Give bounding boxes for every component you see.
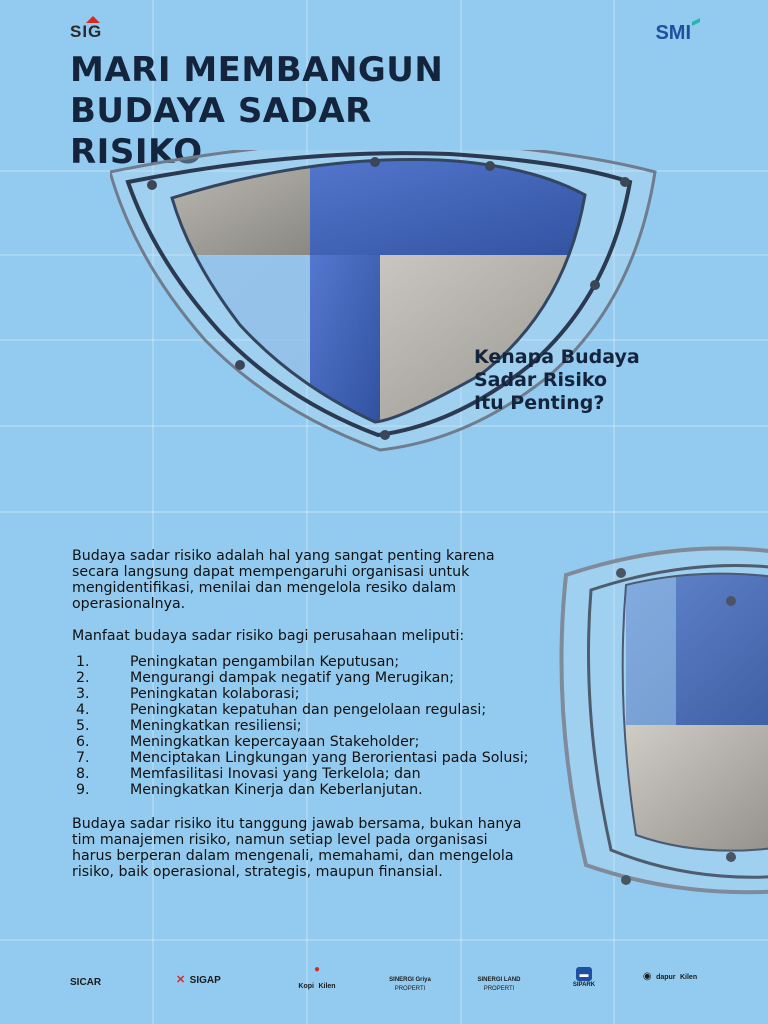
list-item: 5. Meningkatkan resiliensi; <box>76 718 302 734</box>
smi-logo: SMI <box>655 22 700 45</box>
page-title: MARI MEMBANGUN BUDAYA SADAR RISIKO <box>70 50 444 172</box>
benefits-list <box>72 654 612 798</box>
list-item: 7. Menciptakan Lingkungan yang Berorientasi pada Solusi; <box>76 750 529 766</box>
intro-paragraph: Budaya sadar risiko adalah hal yang sangat penting karena secara langsung dapat mempengaruhi organisasi untuk mengidentifikasi, menilai dan mengelola resiko dalam operasionalnya. <box>72 548 495 612</box>
sig-logo: SIG <box>70 16 136 40</box>
section-subtitle: Kenapa Budaya Sadar Risiko Itu Penting? <box>474 346 640 414</box>
list-item: 2. Mengurangi dampak negatif yang Merugikan; <box>76 670 455 686</box>
list-item: 1. Peningkatan pengambilan Keputusan; <box>76 654 400 670</box>
list-item: 9. Meningkatkan Kinerja dan Keberlanjutan. <box>76 782 423 798</box>
dapur-mark-icon: ◉ <box>642 971 652 982</box>
sigap-logo: ✕ SIGAP <box>176 974 221 986</box>
coffee-bean-icon: ● <box>313 964 321 975</box>
list-item: 8. Memfasilitasi Inovasi yang Terkelola; dan <box>76 766 421 782</box>
closing-paragraph: Budaya sadar risiko itu tanggung jawab bersama, bukan hanya tim manajemen risiko, namun setiap level pada organisasi harus berperan dalam mengenali, memahami, dan mengelola risiko, baik operasional, strategis, maupun finansial. <box>72 816 522 880</box>
sicar-logo: SICAR <box>70 977 102 988</box>
car-icon: ▬ <box>576 967 592 981</box>
kopi-kilen-logo: ● Kopi Kilen <box>283 964 351 993</box>
benefits-heading: Manfaat budaya sadar risiko bagi perusahaan meliputi: <box>72 628 465 644</box>
sipark-logo: ▬ SIPARK <box>572 969 596 988</box>
list-item: 4. Peningkatan kepatuhan dan pengelolaan regulasi; <box>76 702 487 718</box>
footer-logos <box>0 962 768 992</box>
dapur-kilen-logo: ◉ dapur Kilen <box>642 971 698 982</box>
list-item: 3. Peningkatan kolaborasi; <box>76 686 300 702</box>
list-item: 6. Meningkatkan kepercayaan Stakeholder; <box>76 734 420 750</box>
body-text <box>72 548 612 880</box>
sinergi-griya-logo: SINERGI Griya PROPERTI <box>389 977 431 992</box>
smi-logo-mark-icon <box>692 18 700 26</box>
sigap-mark-icon: ✕ <box>176 974 186 986</box>
sinergi-land-logo: SINERGI LAND PROPERTI <box>477 977 521 992</box>
